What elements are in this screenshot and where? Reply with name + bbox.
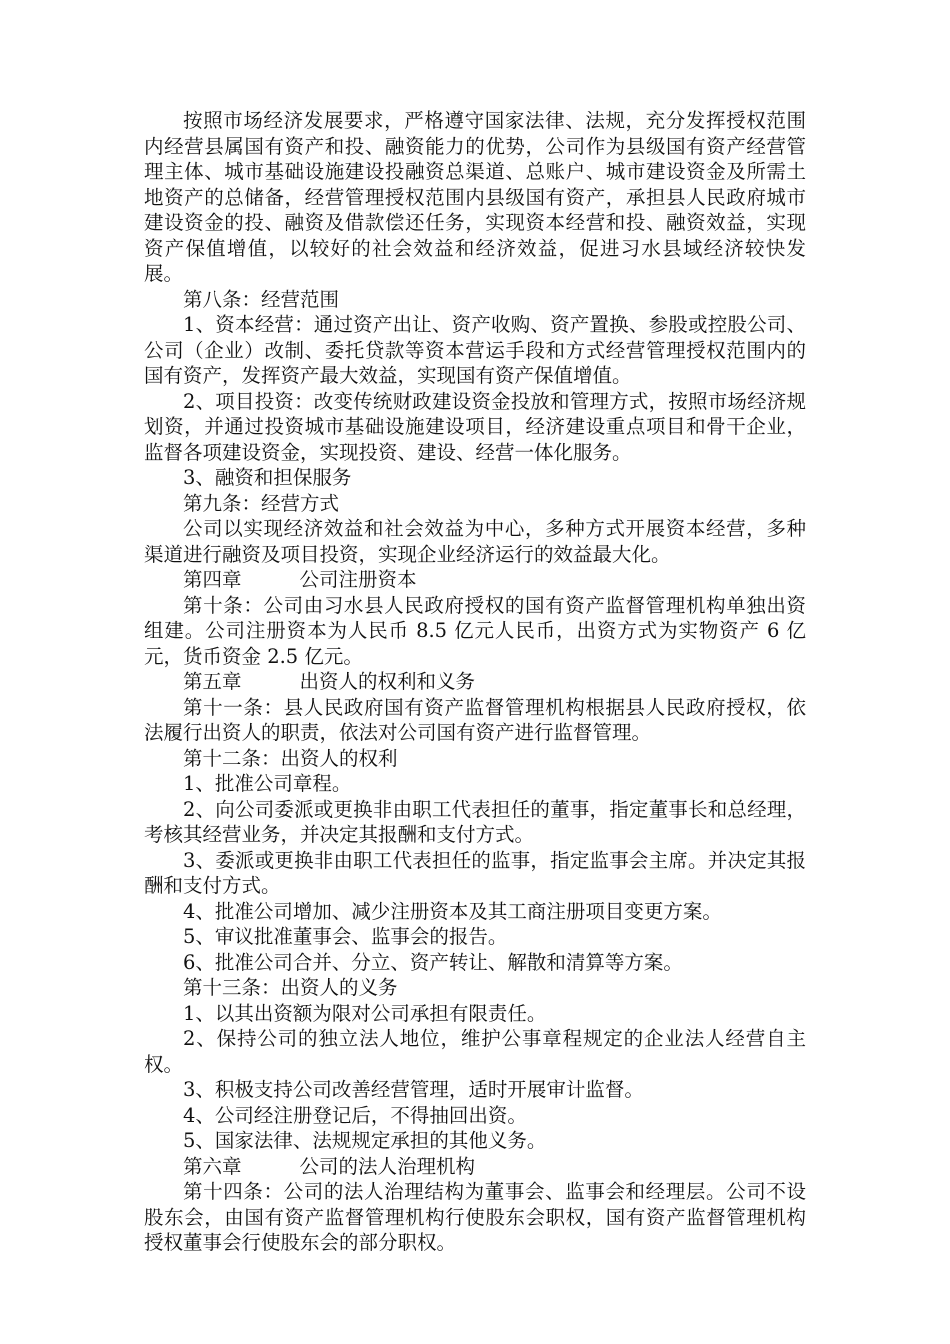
document-body <box>144 108 806 1256</box>
paragraph-project-investment: 2、项目投资：改变传统财政建设资金投放和管理方式，按照市场经济规划资，并通过投资城市基础设施建设项目，经济建设重点项目和骨干企业，监督各项建设资金，实现投资、建设、经营一体化服务。 <box>144 389 806 464</box>
paragraph-duty-3: 3、积极支持公司改善经营管理，适时开展审计监督。 <box>183 1078 644 1101</box>
paragraph-article-10: 第十条：公司由习水县人民政府授权的国有资产监督管理机构单独出资组建。公司注册资本为人民币 8.5 亿元人民币，出资方式为实物资产 6 亿元，货币资金 2.5 亿元。 <box>144 593 806 668</box>
chapter-5-heading <box>144 669 806 695</box>
paragraph-duty-2: 2、保持公司的独立法人地位，维护公事章程规定的企业法人经营自主权。 <box>144 1027 806 1076</box>
chapter-6-heading <box>144 1154 806 1180</box>
paragraph-right-2: 2、向公司委派或更换非由职工代表担任的董事，指定董事长和总经理，考核其经营业务，并决定其报酬和支付方式。 <box>144 797 806 846</box>
paragraph-duty-1: 1、以其出资额为限对公司承担有限责任。 <box>183 1001 547 1025</box>
chapter-6-title: 公司的法人治理机构 <box>299 1154 476 1178</box>
paragraph-duty-4: 4、公司经注册登记后，不得抽回出资。 <box>183 1103 527 1127</box>
paragraph-duty-5: 5、国家法律、法规规定承担的其他义务。 <box>183 1129 547 1152</box>
paragraph-financing-guarantee: 3、融资和担保服务 <box>183 466 352 489</box>
chapter-6-number: 第六章 <box>183 1154 242 1178</box>
paragraph-right-3: 3、委派或更换非由职工代表担任的监事，指定监事会主席。并决定其报酬和支付方式。 <box>144 848 806 897</box>
chapter-4-number: 第四章 <box>183 568 242 591</box>
paragraph-business-purpose: 按照市场经济发展要求，严格遵守国家法律、法规，充分发挥授权范围内经营县属国有资产和投、融资能力的优势，公司作为县级国有资产经营管理主体、城市基础设施建设投融资总渠道、总账户、城市建设资金及所需土地资产的总储备，经营管理授权范围内县级国有资产，承担县人民政府城市建设资金的投、融资及借款偿还任务，实现资本经营和投、融资效益，实现资产保值增值，以较好的社会效益和经济效益，促进习水县域经济较快发展。 <box>144 109 806 285</box>
paragraph-right-5: 5、审议批准董事会、监事会的报告。 <box>183 925 508 948</box>
article-9-heading: 第九条：经营方式 <box>183 491 340 515</box>
paragraph-article-14: 第十四条：公司的法人治理结构为董事会、监事会和经理层。公司不设股东会，由国有资产监督管理机构行使股东会职权，国有资产监督管理机构授权董事会行使股东会的部分职权。 <box>144 1180 806 1254</box>
article-8-heading: 第八条：经营范围 <box>183 287 340 311</box>
article-12-heading: 第十二条：出资人的权利 <box>183 746 398 770</box>
chapter-4-heading <box>144 567 806 593</box>
paragraph-business-mode: 公司以实现经济效益和社会效益为中心，多种方式开展资本经营，多种渠道进行融资及项目投资，实现企业经济运行的效益最大化。 <box>144 517 806 566</box>
article-13-heading: 第十三条：出资人的义务 <box>183 976 398 999</box>
chapter-4-title: 公司注册资本 <box>299 568 417 591</box>
chapter-5-title: 出资人的权利和义务 <box>299 670 476 693</box>
paragraph-right-6: 6、批准公司合并、分立、资产转让、解散和清算等方案。 <box>183 950 683 974</box>
chapter-5-number: 第五章 <box>183 670 242 693</box>
paragraph-capital-operation: 1、资本经营：通过资产出让、资产收购、资产置换、参股或控股公司、公司（企业）改制、委托贷款等资本营运手段和方式经营管理授权范围内的国有资产，发挥资产最大效益，实现国有资产保值增值。 <box>144 313 806 387</box>
paragraph-right-4: 4、批准公司增加、减少注册资本及其工商注册项目变更方案。 <box>183 899 722 923</box>
paragraph-right-1: 1、批准公司章程。 <box>183 772 352 795</box>
paragraph-article-11: 第十一条：县人民政府国有资产监督管理机构根据县人民政府授权，依法履行出资人的职责，依法对公司国有资产进行监督管理。 <box>144 695 806 744</box>
